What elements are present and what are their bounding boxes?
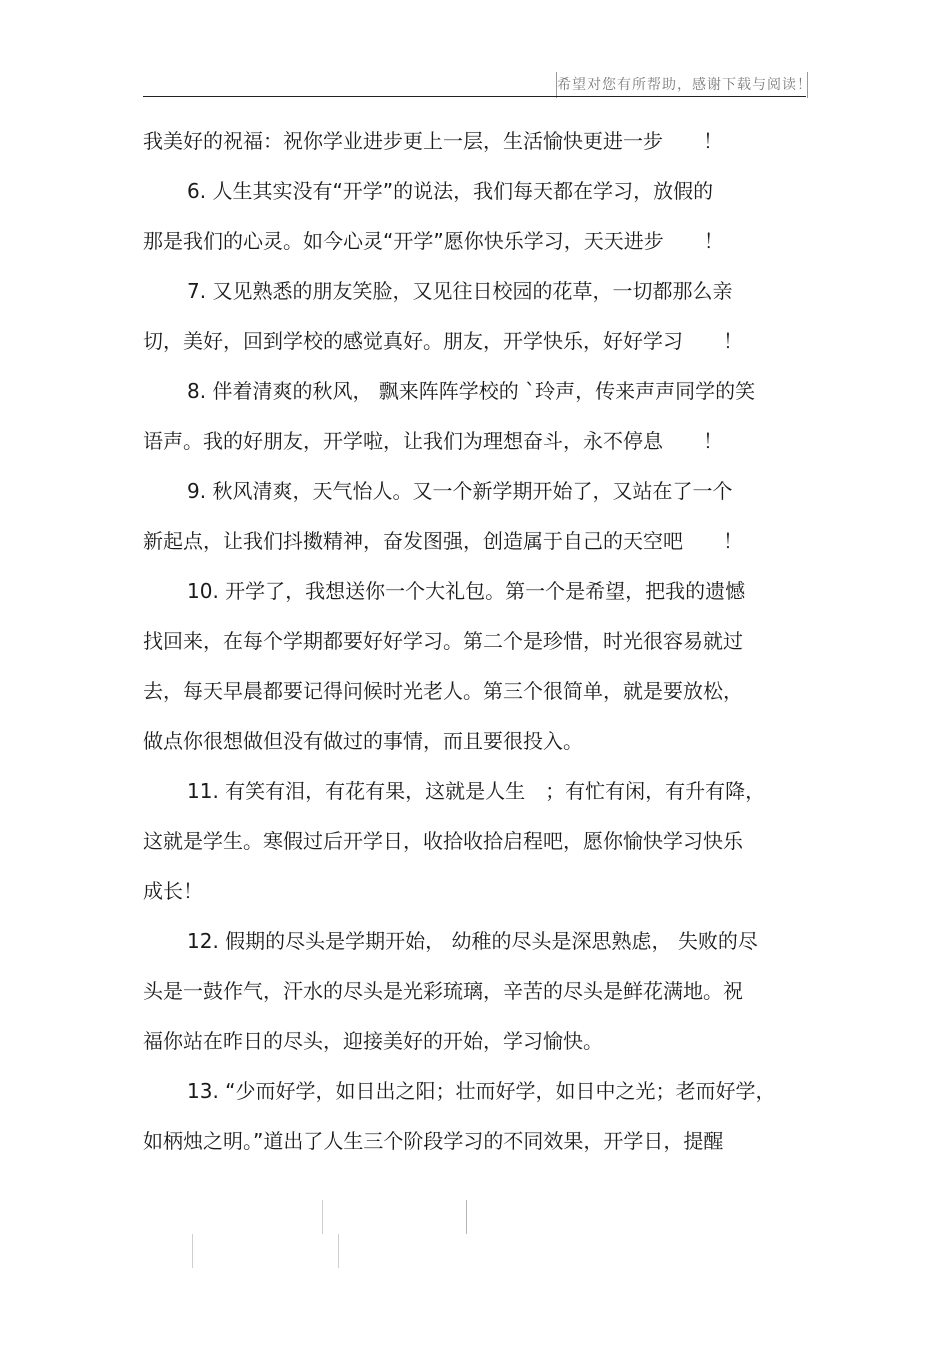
decorative-line	[466, 1200, 467, 1234]
decorative-line	[192, 1234, 193, 1268]
text-line: 13. “少而好学，如日出之阳；壮而好学，如日中之光；老而好学，	[187, 1079, 776, 1103]
header-divider	[143, 96, 806, 97]
text-line: 找回来，在每个学期都要好好学习。第二个是珍惜，时光很容易就过	[143, 629, 743, 653]
text-line: 福你站在昨日的尽头，迎接美好的开始，学习愉快。	[143, 1029, 603, 1053]
decorative-line	[338, 1234, 339, 1268]
text-line: 6. 人生其实没有“开学”的说法，我们每天都在学习，放假的	[187, 179, 714, 203]
text-line: 语声。我的好朋友，开学啦，让我们为理想奋斗，永不停息 ！	[143, 429, 723, 453]
text-line: 7. 又见熟悉的朋友笑脸，又见往日校园的花草，一切都那么亲	[187, 279, 733, 303]
text-line: 8. 伴着清爽的秋风， 飘来阵阵学校的 `玲声，传来声声同学的笑	[187, 379, 756, 403]
text-line: 那是我们的心灵。如今心灵“开学”愿你快乐学习，天天进步 ！	[143, 229, 724, 253]
text-line: 10. 开学了，我想送你一个大礼包。第一个是希望，把我的遗憾	[187, 579, 746, 603]
header-note: 希望对您有所帮助，感谢下载与阅读！	[556, 72, 808, 98]
text-line: 切，美好，回到学校的感觉真好。朋友，开学快乐，好好学习 ！	[143, 329, 743, 353]
text-line: 头是一鼓作气，汗水的尽头是光彩琉璃，辛苦的尽头是鲜花满地。祝	[143, 979, 743, 1003]
text-line: 新起点，让我们抖擞精神，奋发图强，创造属于自己的天空吧 ！	[143, 529, 743, 553]
text-line: 12. 假期的尽头是学期开始， 幼稚的尽头是深思熟虑， 失败的尽	[187, 929, 758, 953]
document-body	[143, 116, 808, 1166]
text-line: 11. 有笑有泪，有花有果，这就是人生 ；有忙有闲，有升有降，	[187, 779, 766, 803]
text-line: 去，每天早晨都要记得问候时光老人。第三个很简单，就是要放松，	[143, 679, 743, 703]
text-line: 这就是学生。寒假过后开学日，收拾收拾启程吧，愿你愉快学习快乐	[143, 829, 743, 853]
decorative-line	[322, 1200, 323, 1234]
text-line: 成长！	[143, 879, 203, 903]
text-line: 9. 秋风清爽，天气怡人。又一个新学期开始了，又站在了一个	[187, 479, 733, 503]
text-line: 我美好的祝福：祝你学业进步更上一层，生活愉快更进一步 ！	[143, 129, 723, 153]
text-line: 做点你很想做但没有做过的事情，而且要很投入。	[143, 729, 583, 753]
text-line: 如柄烛之明。”道出了人生三个阶段学习的不同效果，开学日，提醒	[143, 1129, 724, 1153]
